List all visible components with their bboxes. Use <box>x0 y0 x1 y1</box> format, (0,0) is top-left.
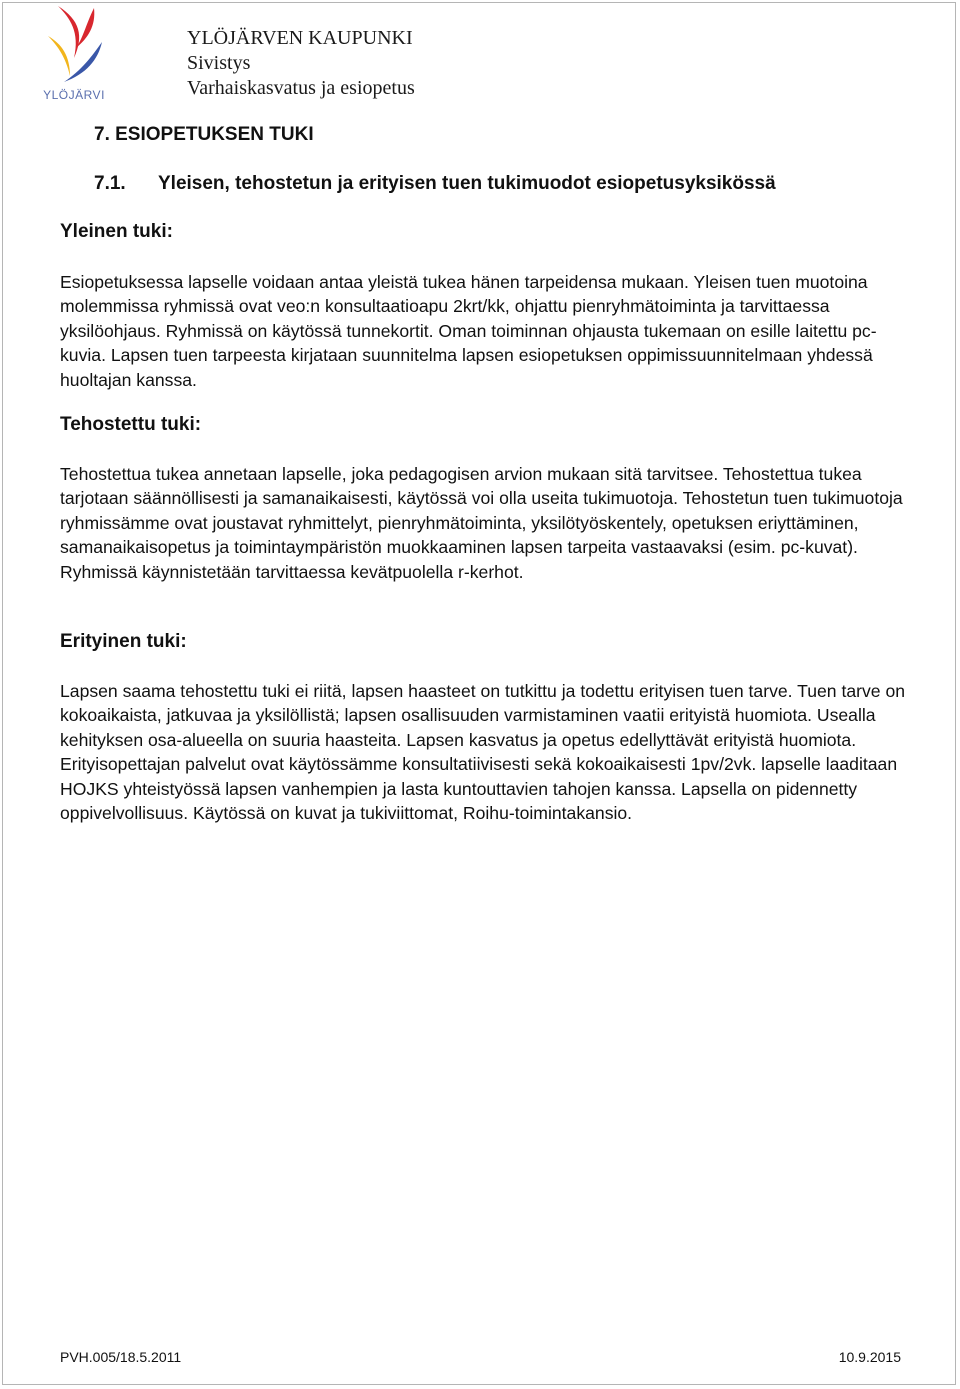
unit-name: Varhaiskasvatus ja esiopetus <box>187 77 415 99</box>
paragraph-special-support: Lapsen saama tehostettu tuki ei riitä, lapsen haasteet on tutkittu ja todettu erityisen tuen tarve. Tuen tarve on kokoaikaista, jatkuvaa ja yksilöllistä; lapsen osallisuuden varmistaminen vaatii erityistä huomiota. Usealla kehityksen osa-alueella on suuria haasteita. Lapsen kasvatus ja opetus edellyttävät erityistä huomiota. Erityisopettajan palvelut ovat käytössämme konsultatiivisesti sekä kokoaikaisesti 1pv/2vk. lapselle laaditaan HOJKS yhteistyössä lapsen vanhempien ja lasta kuntouttavien tahojen kanssa. Lapsella on pidennetty oppivelvollisuus. Käytössä on kuvat ja tukiviittomat, Roihu-toimintakansio. <box>60 681 906 824</box>
footer-document-code: PVH.005/18.5.2011 <box>60 1349 182 1365</box>
subsection-title <box>94 173 776 195</box>
logo-wordmark: YLÖJÄRVI <box>43 88 105 102</box>
org-name: YLÖJÄRVEN KAUPUNKI <box>187 27 413 49</box>
organization-header <box>187 26 415 101</box>
heading-general-support: Yleinen tuki: <box>60 221 173 242</box>
heading-special-support: Erityinen tuki: <box>60 631 187 652</box>
footer-date: 10.9.2015 <box>838 1349 901 1365</box>
ylojarvi-logo <box>40 2 108 106</box>
subsection-number: 7.1. <box>94 173 126 194</box>
subsection-title-text: Yleisen, tehostetun ja erityisen tuen tukimuodot esiopetusyksikössä <box>158 173 776 194</box>
department-name: Sivistys <box>187 52 251 74</box>
paragraph-intensified-support: Tehostettua tukea annetaan lapselle, joka pedagogisen arvion mukaan sitä tarvitsee. Tehostettua tukea tarjotaan säännöllisesti ja samanaikaisesti, käytössä voi olla useita tukimuotoja. Tehostetun tuen tukimuotoja ryhmissämme ovat joustavat ryhmittelyt, pienryhmätoiminta, yksilötyöskentely, opetuksen eriyttäminen, samanaikaisopetus ja toimintaympäristön muokkaaminen lapsen tarpeita vastaavaksi (esim. pc-kuvat). Ryhmissä käynnistetään tarvittaessa kevätpuolella r-kerhot. <box>60 464 903 582</box>
section-title: 7. ESIOPETUKSEN TUKI <box>94 124 314 145</box>
heading-intensified-support: Tehostettu tuki: <box>60 414 202 435</box>
ylojarvi-logo-icon <box>40 2 108 88</box>
paragraph-general-support: Esiopetuksessa lapselle voidaan antaa yleistä tukea hänen tarpeidensa mukaan. Yleisen tuen muotoina molemmissa ryhmissä ovat veo:n konsultaatioapu 2krt/kk, ohjattu pienryhmätoiminta ja tarvittaessa yksilöohjaus. Ryhmissä on käytössä tunnekortit. Oman toiminnan ohjausta tukemaan on esille laitettu pc-kuvia. Lapsen tuen tarpeesta kirjataan suunnitelma lapsen esiopetuksen oppimissuunnitelmaan yhdessä huoltajan kanssa. <box>60 272 877 390</box>
